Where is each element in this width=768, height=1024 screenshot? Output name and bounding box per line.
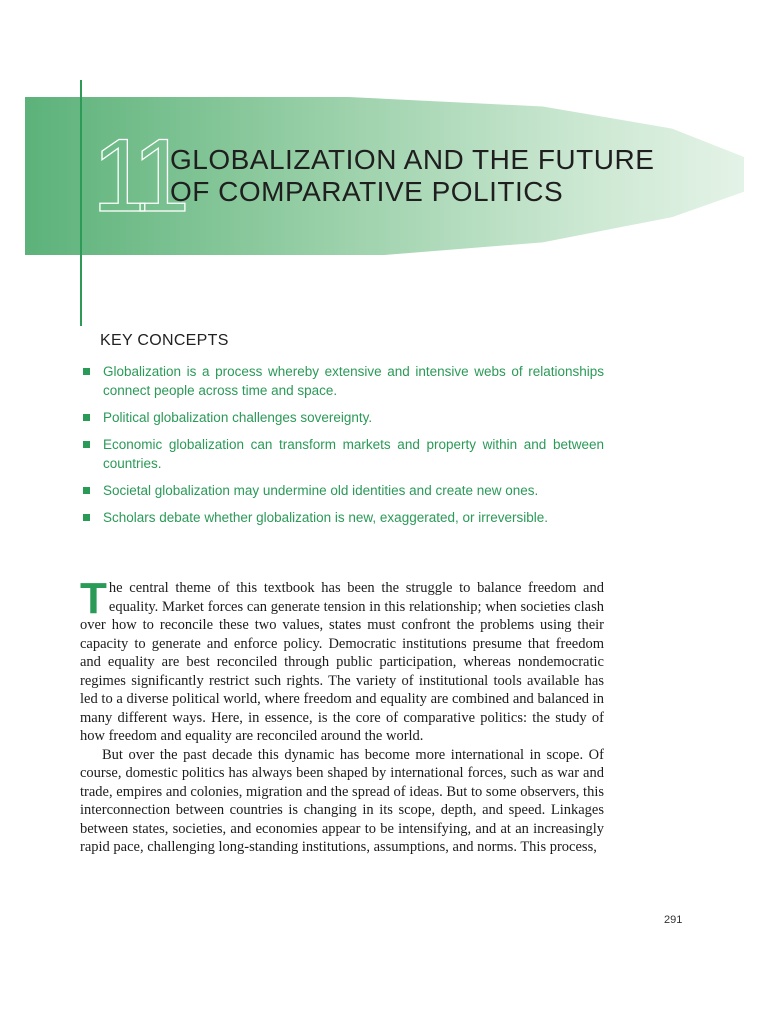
list-item — [82, 408, 604, 427]
concept-text: Societal globalization may undermine old identities and create new ones. — [103, 483, 539, 498]
key-concepts-list — [82, 362, 604, 535]
square-bullet-icon — [83, 487, 90, 494]
concept-text: Globalization is a process whereby extensive and intensive webs of relationships connect people across time and space. — [103, 364, 604, 398]
chapter-title-line-2: OF COMPARATIVE POLITICS — [170, 176, 564, 207]
list-item — [82, 481, 604, 500]
paragraph-1-text: he central theme of this textbook has been the struggle to balance freedom and equality. Market forces can generate tension in this relationship; when societies clash over how to reconcile these two values, states must confront the problems using their capacity to generate and enforce policy. Democratic institutions presume that freedom and equality are best reconciled through public participation, whereas nondemocratic regimes significantly restrict such rights. The variety of institutional tools available has led to a diverse political world, where freedom and equality are combined and balanced in many different ways. Here, in essence, is the core of comparative politics: the study of how freedom and equality are reconciled around the world. — [80, 580, 604, 744]
vertical-rule — [80, 80, 82, 326]
concept-text: Economic globalization can transform markets and property within and between countries. — [103, 437, 604, 471]
paragraph-1 — [80, 574, 604, 746]
body-text — [80, 574, 604, 857]
square-bullet-icon — [83, 368, 90, 375]
square-bullet-icon — [83, 514, 90, 521]
page-number: 291 — [664, 914, 683, 926]
list-item — [82, 508, 604, 527]
concept-text: Scholars debate whether globalization is new, exaggerated, or irreversible. — [103, 510, 549, 525]
chapter-title — [170, 144, 654, 208]
chapter-number: 11 — [92, 118, 180, 234]
square-bullet-icon — [83, 414, 90, 421]
list-item — [82, 362, 604, 400]
concept-text: Political globalization challenges sovereignty. — [103, 410, 373, 425]
list-item — [82, 435, 604, 473]
square-bullet-icon — [83, 441, 90, 448]
drop-cap: T — [80, 574, 107, 623]
paragraph-2: But over the past decade this dynamic has become more international in scope. Of course, domestic politics has always been shaped by international forces, such as war and trade, empires and colonies, migration and the spread of ideas. But to some observers, this interconnection between countries is changing in its scope, depth, and speed. Linkages between states, societies, and economies appear to be intensifying, and at an increasingly rapid pace, challenging long-standing institutions, assumptions, and norms. This process, — [80, 746, 604, 855]
chapter-title-line-1: GLOBALIZATION AND THE FUTURE — [170, 144, 655, 175]
key-concepts-heading: KEY CONCEPTS — [100, 332, 229, 349]
